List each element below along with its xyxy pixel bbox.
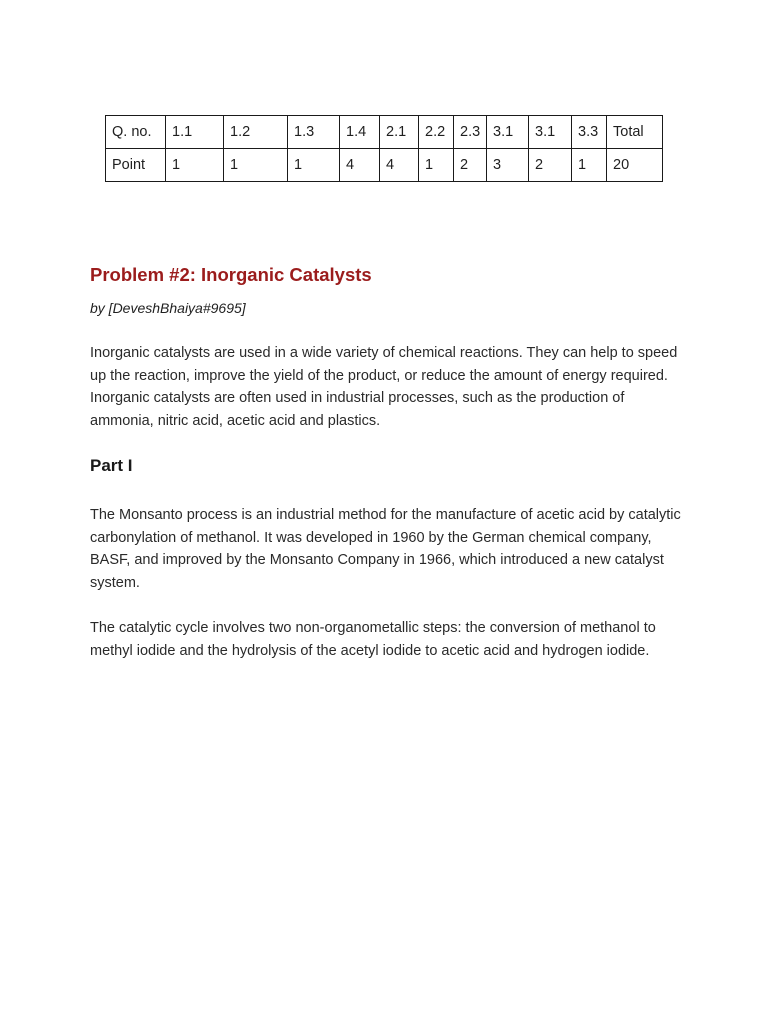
table-cell: 2.1 (380, 116, 419, 149)
table-header-row (106, 116, 663, 149)
table-cell: 1 (419, 149, 454, 182)
table-cell: 1.3 (288, 116, 340, 149)
table-cell: 1.4 (340, 116, 380, 149)
table-cell: 20 (607, 149, 663, 182)
table-cell: 4 (340, 149, 380, 182)
table-cell: Point (106, 149, 166, 182)
table-cell: Total (607, 116, 663, 149)
monsanto-paragraph: The Monsanto process is an industrial method for the manufacture of acetic acid by catalytic carbonylation of methanol. It was developed in 1960 by the German chemical company, BASF, and improved by the Monsanto Company in 1966, which introduced a new catalyst system. (90, 507, 681, 591)
table-cell: 1 (166, 149, 224, 182)
table-cell: 4 (380, 149, 419, 182)
part-heading: Part I (90, 456, 133, 475)
table-cell: 3.1 (487, 116, 529, 149)
table-row (106, 149, 663, 182)
table-cell: 1 (288, 149, 340, 182)
table-cell: 1.2 (224, 116, 288, 149)
catalytic-cycle-paragraph: The catalytic cycle involves two non-organometallic steps: the conversion of methanol to methyl iodide and the hydrolysis of the acetyl iodide to acetic acid and hydrogen iodide. (90, 620, 656, 659)
score-table (105, 115, 663, 182)
table-cell: 3 (487, 149, 529, 182)
table-cell: 3.1 (529, 116, 572, 149)
table-cell: 1 (572, 149, 607, 182)
table-cell: 1.1 (166, 116, 224, 149)
table-cell: 2.2 (419, 116, 454, 149)
author-byline: by [DeveshBhaiya#9695] (90, 300, 246, 316)
table-cell: 2.3 (454, 116, 487, 149)
intro-paragraph: Inorganic catalysts are used in a wide variety of chemical reactions. They can help to speed up the reaction, improve the yield of the product, or reduce the amount of energy required. Inorganic catalysts are often used in industrial processes, such as the production of ammonia, nitric acid, acetic acid and plastics. (90, 345, 678, 429)
table-cell: 2 (529, 149, 572, 182)
score-table-body (106, 116, 663, 182)
table-cell: 2 (454, 149, 487, 182)
table-cell: 1 (224, 149, 288, 182)
problem-title: Problem #2: Inorganic Catalysts (90, 264, 372, 285)
table-cell: 3.3 (572, 116, 607, 149)
table-cell: Q. no. (106, 116, 166, 149)
